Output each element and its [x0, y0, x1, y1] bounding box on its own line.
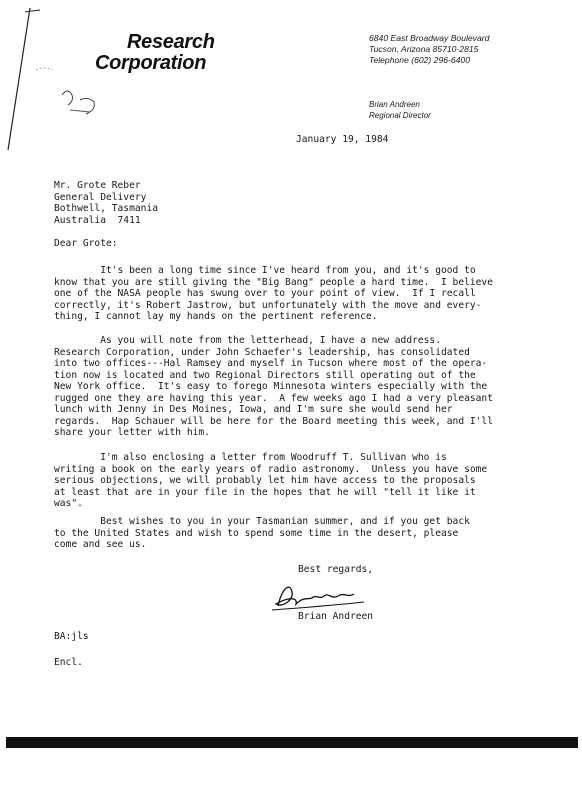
company-logo-line1: Research: [127, 31, 215, 53]
company-logo-line2: Corporation: [95, 52, 207, 74]
closing: Best regards,: [298, 564, 374, 575]
scan-edge-bar: [6, 737, 578, 748]
text-line: serious objections, we will probably let him have access to the proposals: [54, 475, 476, 486]
text-line: It's been a long time since I've heard from you, and it's good to: [54, 265, 476, 276]
text-line: at least that are in your file in the hopes that he will "tell it like it: [54, 486, 476, 498]
enclosure-note: Encl.: [54, 657, 83, 668]
letter-date: January 19, 1984: [296, 134, 389, 145]
letterhead-sender: [369, 99, 431, 121]
address-city: Tucson, Arizona 85710-2815: [369, 44, 479, 54]
text-line: Best wishes to you in your Tasmanian summer, and if you get back: [54, 516, 470, 527]
address-street: 6840 East Broadway Boulevard: [369, 33, 490, 43]
salutation: Dear Grote:: [54, 238, 118, 249]
text-line: share your letter with him.: [54, 427, 210, 438]
letterhead-address: [369, 33, 489, 66]
sender-name: Brian Andreen: [369, 100, 420, 109]
text-line: regards. Hap Schauer will be here for the Board meeting this week, and I'll: [54, 415, 493, 427]
recipient-line: General Delivery: [54, 191, 147, 203]
text-line: rugged one they are having this year. A few weeks ago I had a very pleasant: [54, 392, 493, 404]
recipient-address: [54, 180, 158, 226]
margin-marks-icon: [0, 0, 120, 160]
text-line: correctly, it's Robert Jastrow, but unfortunately with the move and every-: [54, 299, 482, 311]
text-line: Research Corporation, under John Schaefer's leadership, has consolidated: [54, 346, 470, 358]
body-paragraph-1: [54, 265, 522, 323]
typist-initials: BA:jls: [54, 631, 89, 642]
text-line: know that you are still giving the "Big Bang" people a hard time. I believe: [54, 276, 493, 288]
text-line: to the United States and wish to spend some time in the desert, please: [54, 527, 459, 539]
text-line: was".: [54, 498, 83, 509]
signature-name: Brian Andreen: [298, 611, 374, 622]
text-line: into two offices---Hal Ramsey and myself in Tucson where most of the opera-: [54, 358, 488, 369]
text-line: New York office. It's easy to forego Minnesota winters especially with the: [54, 381, 488, 392]
body-paragraph-4: [54, 516, 522, 551]
recipient-line: Australia 7411: [54, 214, 141, 226]
body-paragraph-3: [54, 452, 522, 510]
body-paragraph-2: [54, 335, 522, 439]
recipient-line: Mr. Grote Reber: [54, 180, 141, 191]
text-line: come and see us.: [54, 539, 147, 550]
text-line: I'm also enclosing a letter from Woodruff T. Sullivan who is: [54, 452, 447, 463]
text-line: thing, I cannot lay my hands on the pertinent reference.: [54, 311, 378, 322]
handwritten-signature-icon: [268, 578, 378, 614]
recipient-line: Bothwell, Tasmania: [54, 203, 158, 214]
text-line: one of the NASA people has swung over to your point of view. If I recall: [54, 288, 476, 299]
address-telephone: Telephone (602) 296-6400: [369, 55, 470, 65]
text-line: As you will note from the letterhead, I have a new address.: [54, 335, 441, 346]
text-line: lunch with Jenny in Des Moines, Iowa, and I'm sure she would send her: [54, 404, 453, 415]
text-line: writing a book on the early years of radio astronomy. Unless you have some: [54, 463, 488, 475]
sender-title: Regional Director: [369, 111, 431, 120]
text-line: tion now is located and two Regional Directors still operating out of the: [54, 369, 476, 381]
